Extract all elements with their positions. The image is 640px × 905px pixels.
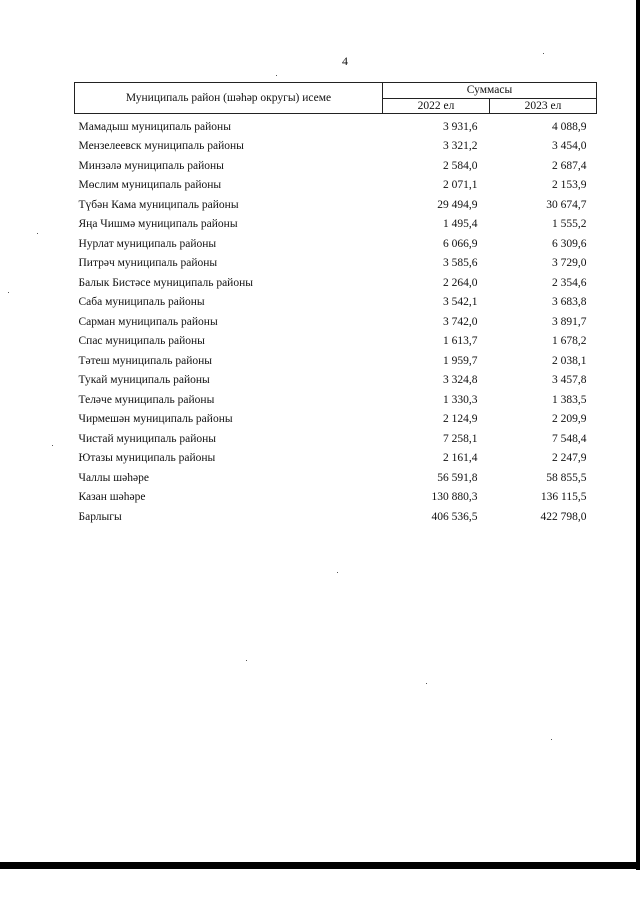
table-row — [75, 485, 597, 505]
district-name-cell: Тәтеш муниципаль районы — [78, 354, 212, 367]
scan-speck — [52, 445, 53, 446]
district-name-cell: Спас муниципаль районы — [78, 335, 205, 347]
amount-2022-cell: 1 959,7 — [443, 354, 478, 367]
amount-2022-cell: 2 124,9 — [443, 413, 478, 425]
amount-2023-cell: 7 548,4 — [552, 432, 587, 445]
amount-2023-cell: 2 354,6 — [552, 276, 587, 289]
table-row — [75, 348, 597, 368]
header-year-2022: 2022 ел — [383, 98, 490, 114]
amount-2022-cell: 3 585,6 — [443, 257, 478, 269]
table-row — [75, 465, 597, 485]
scan-speck — [246, 660, 247, 661]
table-row — [75, 192, 597, 212]
district-name-cell: Мамадыш муниципаль районы — [78, 120, 231, 133]
amount-2022-cell: 56 591,8 — [437, 471, 478, 484]
district-name-cell: Тукай муниципаль районы — [78, 374, 210, 386]
amount-2022-cell: 2 264,0 — [443, 276, 478, 289]
table-row — [75, 387, 597, 407]
table-row — [75, 270, 597, 290]
table-body — [75, 114, 597, 524]
scan-speck — [37, 233, 38, 234]
amount-2022-cell: 2 161,4 — [443, 452, 478, 464]
district-name-cell: Сарман муниципаль районы — [78, 315, 218, 328]
table-row — [75, 446, 597, 466]
amount-2023-cell: 3 457,8 — [552, 374, 587, 386]
district-name-cell: Барлыгы — [78, 510, 122, 523]
district-name-cell: Түбән Кама муниципаль районы — [78, 198, 239, 211]
district-name-cell: Балык Бистәсе муниципаль районы — [78, 276, 253, 289]
district-name-cell: Теләче муниципаль районы — [78, 393, 215, 406]
header-amounts: Суммасы — [383, 83, 597, 99]
district-name-cell: Казан шәһәре — [78, 491, 146, 503]
table-row — [75, 251, 597, 271]
amount-2023-cell: 58 855,5 — [546, 471, 587, 484]
header-district-name: Муниципаль район (шәһәр округы) исеме — [75, 83, 383, 114]
district-name-cell: Минзәлә муниципаль районы — [78, 159, 224, 172]
amount-2023-cell: 2 153,9 — [552, 179, 587, 191]
district-name-cell: Чаллы шәһәре — [78, 471, 149, 484]
amount-2022-cell: 2 071,1 — [443, 179, 478, 191]
amount-2023-cell: 2 038,1 — [552, 354, 587, 367]
scan-speck — [8, 292, 9, 293]
amount-2023-cell: 30 674,7 — [546, 198, 587, 211]
amount-2023-cell: 3 683,8 — [552, 296, 587, 308]
amount-2022-cell: 3 742,0 — [443, 315, 478, 328]
amount-2023-cell: 1 383,5 — [552, 393, 587, 406]
amount-2023-cell: 2 209,9 — [552, 413, 587, 425]
amount-2023-cell: 1 678,2 — [552, 335, 587, 347]
amount-2023-cell: 3 729,0 — [552, 257, 587, 269]
district-name-cell: Мөслим муниципаль районы — [78, 179, 222, 191]
amount-2022-cell: 130 880,3 — [431, 491, 478, 503]
district-name-cell: Ютазы муниципаль районы — [78, 452, 216, 464]
amount-2022-cell: 3 542,1 — [443, 296, 478, 308]
amount-2022-cell: 7 258,1 — [443, 432, 478, 445]
scan-speck — [543, 53, 544, 54]
budget-table — [74, 82, 597, 524]
page-number: 4 — [342, 54, 348, 68]
amount-2022-cell: 3 931,6 — [443, 120, 478, 133]
amount-2023-cell: 2 687,4 — [552, 159, 587, 172]
district-name-cell: Питрәч муниципаль районы — [78, 257, 218, 269]
amount-2022-cell: 1 495,4 — [443, 218, 478, 230]
district-name-cell: Мензелеевск муниципаль районы — [78, 140, 244, 152]
amount-2022-cell: 1 330,3 — [443, 393, 478, 406]
district-name-cell: Чирмешән муниципаль районы — [78, 413, 233, 425]
table-row — [75, 329, 597, 349]
amount-2023-cell: 3 454,0 — [552, 140, 587, 152]
district-name-cell: Яңа Чишмә муниципаль районы — [78, 218, 238, 230]
amount-2022-cell: 29 494,9 — [437, 198, 478, 211]
table-row — [75, 309, 597, 329]
amount-2023-cell: 136 115,5 — [540, 491, 587, 503]
header-year-2023: 2023 ел — [490, 98, 597, 114]
table-row — [75, 173, 597, 193]
scan-speck — [551, 739, 552, 740]
scan-speck — [276, 75, 277, 76]
scan-speck — [426, 683, 427, 684]
amount-2022-cell: 3 324,8 — [443, 374, 478, 386]
scan-border-bottom — [0, 862, 640, 869]
amount-2023-cell: 2 247,9 — [552, 452, 587, 464]
table-header — [75, 83, 597, 114]
table-row — [75, 231, 597, 251]
amount-2023-cell: 4 088,9 — [552, 120, 587, 133]
scan-border-right — [636, 0, 640, 870]
amount-2023-cell: 422 798,0 — [540, 510, 587, 523]
table-row — [75, 426, 597, 446]
amount-2023-cell: 1 555,2 — [552, 218, 587, 230]
amount-2022-cell: 3 321,2 — [443, 140, 478, 152]
table-row — [75, 212, 597, 232]
district-name-cell: Чистай муниципаль районы — [78, 432, 217, 445]
table-row — [75, 407, 597, 427]
amount-2023-cell: 6 309,6 — [552, 237, 587, 250]
amount-2022-cell: 406 536,5 — [431, 510, 478, 523]
amount-2022-cell: 2 584,0 — [443, 159, 478, 172]
amount-2022-cell: 6 066,9 — [443, 237, 478, 250]
table-row — [75, 114, 597, 134]
table-row — [75, 153, 597, 173]
district-name-cell: Саба муниципаль районы — [78, 296, 205, 308]
amount-2022-cell: 1 613,7 — [443, 335, 478, 347]
table-row — [75, 290, 597, 310]
table-row — [75, 504, 597, 524]
budget-table-container — [74, 82, 596, 524]
table-row — [75, 134, 597, 154]
scan-speck — [337, 572, 338, 573]
district-name-cell: Нурлат муниципаль районы — [78, 237, 217, 250]
amount-2023-cell: 3 891,7 — [552, 315, 587, 328]
table-row — [75, 368, 597, 388]
